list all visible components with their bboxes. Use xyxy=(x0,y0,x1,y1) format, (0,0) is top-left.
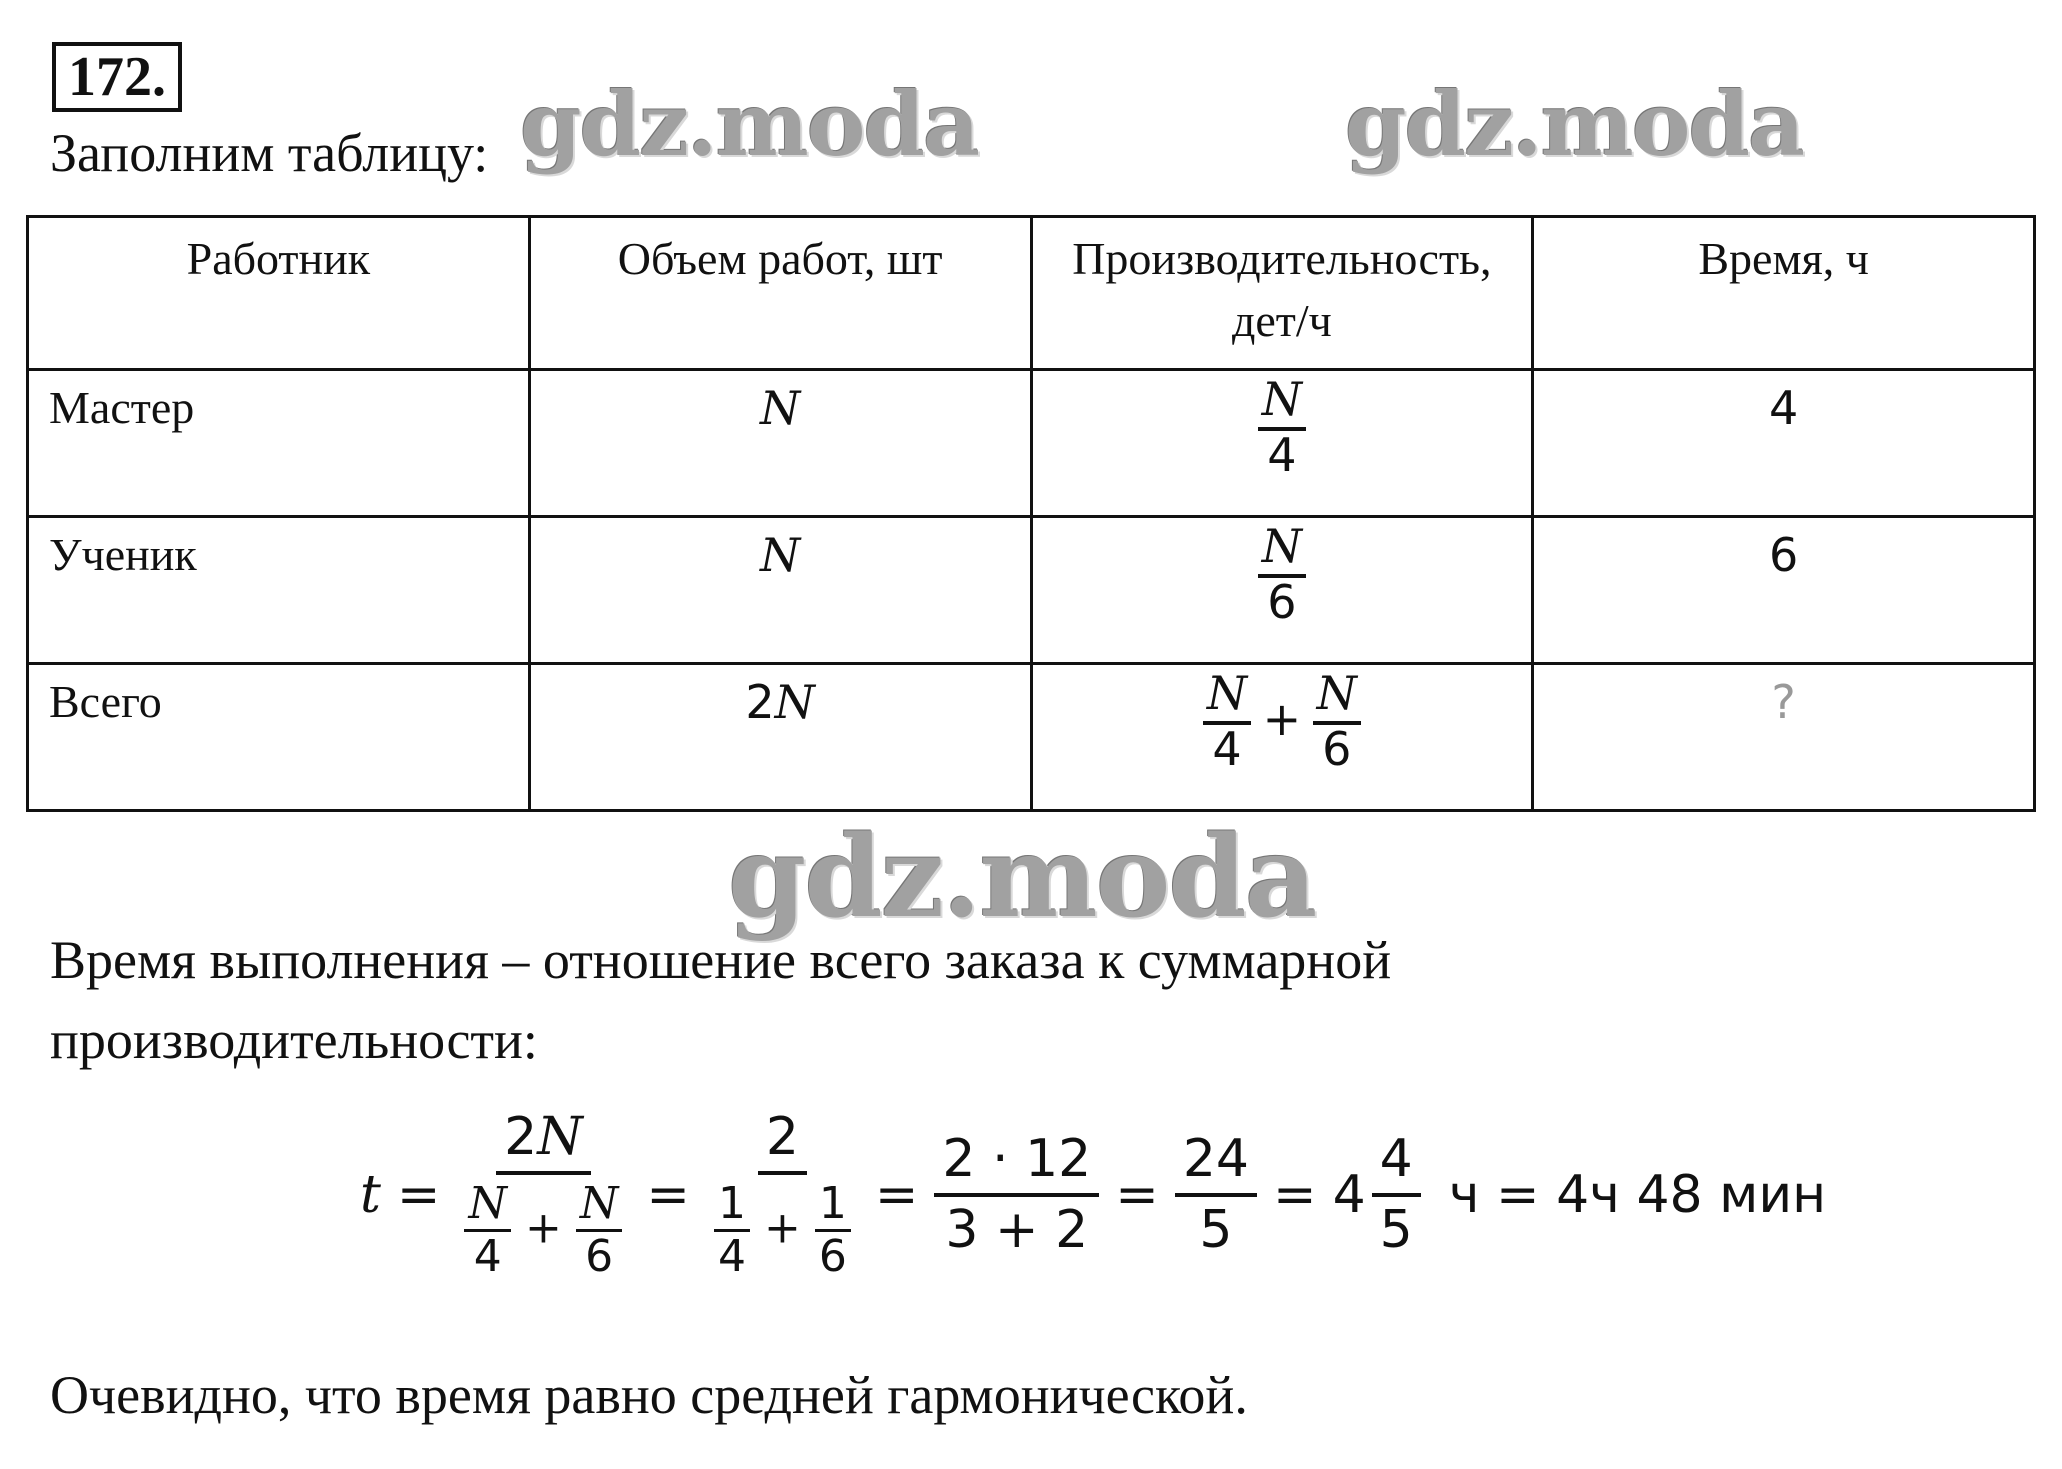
cell-name: Всего xyxy=(28,664,530,811)
formula-eq: = xyxy=(1272,1164,1317,1225)
formula-fraction-4: $\frac{24}{5}$ xyxy=(1175,1132,1257,1257)
watermark: gdz.moda xyxy=(728,812,1316,943)
problem-number: 172. xyxy=(52,42,182,112)
mixed-fraction: $\frac{4}{5}$ xyxy=(1372,1132,1421,1257)
table-row xyxy=(28,517,2035,664)
cell-work: 2N xyxy=(529,664,1031,811)
formula-eq: = xyxy=(396,1164,441,1225)
cell-name: Ученик xyxy=(28,517,530,664)
header-rate: Производительность, дет/ч xyxy=(1031,217,1533,370)
formula-var-t: t xyxy=(360,1164,381,1225)
data-table xyxy=(26,215,2036,812)
table-row xyxy=(28,664,2035,811)
watermark: gdz.moda xyxy=(1345,72,1804,176)
rate-fraction-b: $\frac{N}{6}$ xyxy=(1313,669,1361,774)
cell-name: Мастер xyxy=(28,370,530,517)
table-row xyxy=(28,370,2035,517)
header-time: Время, ч xyxy=(1533,217,2035,370)
header-work: Объем работ, шт xyxy=(529,217,1031,370)
header-worker: Работник xyxy=(28,217,530,370)
formula-result: ч = 4ч 48 мин xyxy=(1448,1164,1827,1225)
conclusion-text: Очевидно, что время равно средней гармонической. xyxy=(50,1365,1248,1425)
cell-work: N xyxy=(529,370,1031,517)
rate-fraction: $\frac{N}{4}$ xyxy=(1258,375,1306,480)
explanation-text: Время выполнения – отношение всего заказа к суммарной производительности: xyxy=(50,930,1392,1070)
formula xyxy=(360,1107,1827,1282)
watermark: gdz.moda xyxy=(520,72,979,176)
rate-fraction: $\frac{N}{6}$ xyxy=(1258,522,1306,627)
cell-rate: $\frac{N}{4}$ + $\frac{N}{6}$ xyxy=(1031,664,1533,811)
formula-fraction-2: 2 $\frac{1}{4}$ + $\frac{1}{6}$ xyxy=(706,1110,859,1280)
rate-fraction-a: $\frac{N}{4}$ xyxy=(1203,669,1251,774)
cell-time: 6 xyxy=(1533,517,2035,664)
cell-work: N xyxy=(529,517,1031,664)
formula-eq: = xyxy=(874,1164,919,1225)
formula-eq: = xyxy=(646,1164,690,1225)
cell-rate xyxy=(1031,370,1533,517)
cell-time: ? xyxy=(1533,664,2035,811)
formula-eq: = xyxy=(1115,1164,1159,1225)
mixed-whole: 4 xyxy=(1332,1164,1366,1225)
cell-rate xyxy=(1031,517,1533,664)
intro-text: Заполним таблицу: xyxy=(50,123,489,183)
table-header-row xyxy=(28,217,2035,370)
formula-fraction-3: $\frac{2 \cdot 12}{3 + 2}$ xyxy=(934,1132,1099,1257)
formula-fraction-1: 2N $\frac{N}{4}$ + $\frac{N}{6}$ xyxy=(456,1110,630,1280)
cell-time: 4 xyxy=(1533,370,2035,517)
